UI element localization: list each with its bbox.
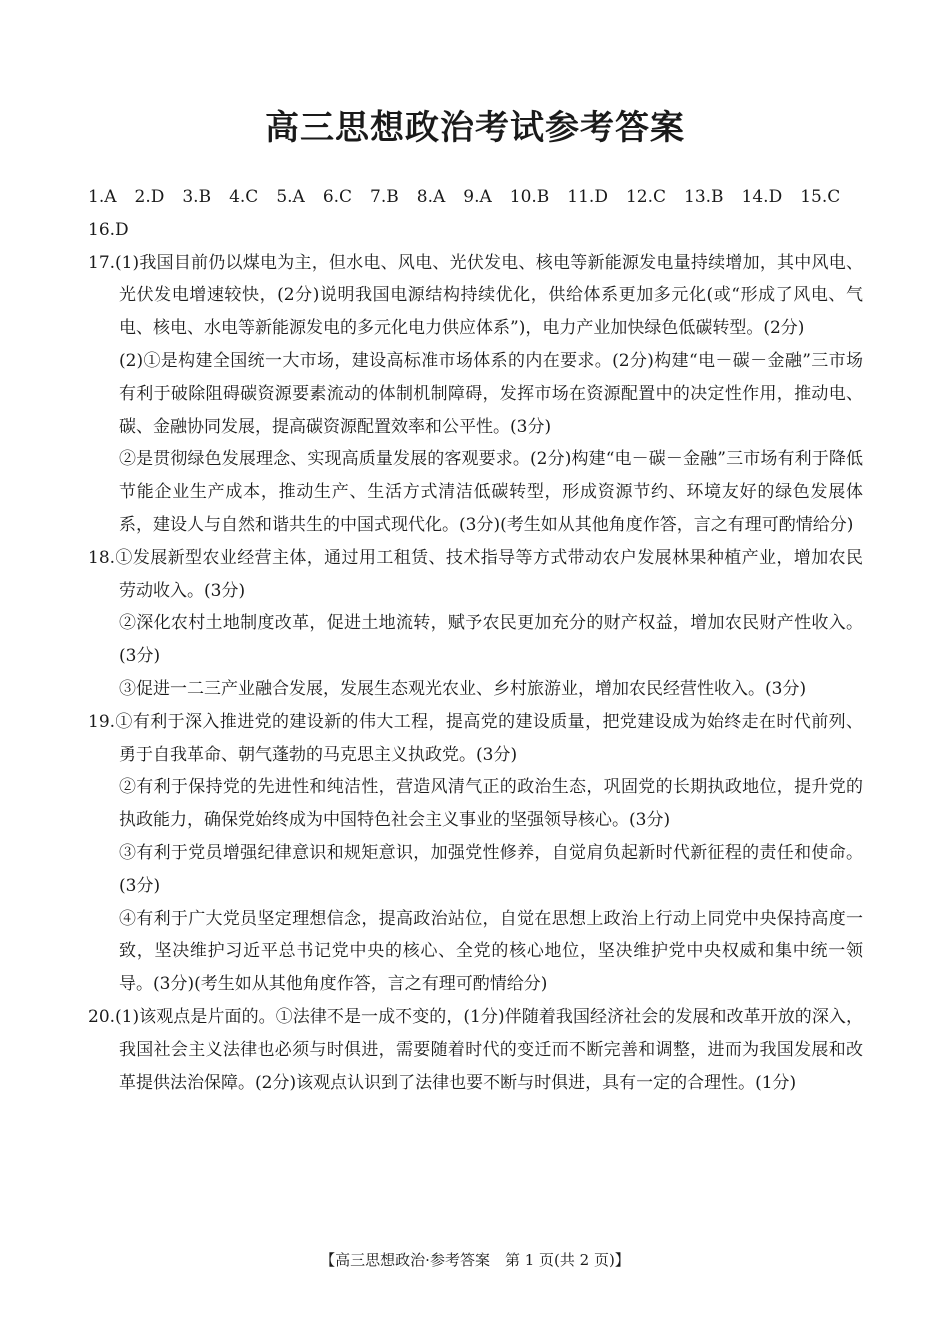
mc-answer: 3.B (182, 187, 212, 207)
q18-point3: ③促进一二三产业融合发展，发展生态观光农业、乡村旅游业，增加农民经营性收入。(3分) (119, 678, 807, 699)
mc-answer: 7.B (370, 187, 399, 207)
q18-point1: 18.①发展新型农业经营主体，通过用工租赁、技术指导等方式带动农户发展林果种植产业，增加农民劳动收入。(3分) (88, 547, 863, 601)
mc-answer: 16.D (88, 219, 129, 240)
mc-answer: 8.A (416, 187, 446, 207)
mc-answer: 4.C (229, 187, 259, 207)
mc-answer: 12.C (625, 187, 667, 207)
mc-answers (88, 181, 863, 247)
page-title: 高三思想政治考试参考答案 (265, 108, 685, 148)
mc-answer: 5.A (276, 187, 305, 207)
mc-answer: 13.B (684, 187, 724, 207)
mc-answer: 14.D (741, 187, 783, 207)
mc-answer: 15.C (800, 187, 841, 207)
mc-answer: 9.A (463, 187, 492, 207)
answer-body (88, 181, 863, 1099)
q17-part2: (2)①是构建全国统一大市场，建设高标准市场体系的内在要求。(2分)构建“电－碳－金融”三市场有利于破除阻碍碳资源要素流动的体制机制障碍，发挥市场在资源配置中的决定性作用，推动电、碳、金融协同发展，提高碳资源配置效率和公平性。(3分) (119, 350, 863, 437)
mc-answer: 11.D (567, 187, 608, 207)
q19-point2: ②有利于保持党的先进性和纯洁性，营造风清气正的政治生态，巩固党的长期执政地位，提升党的执政能力，确保党始终成为中国特色社会主义事业的坚强领导核心。(3分) (119, 777, 863, 831)
q17-part1: 17.(1)我国目前仍以煤电为主，但水电、风电、光伏发电、核电等新能源发电量持续增加，其中风电、光伏发电增速较快，(2分)说明我国电源结构持续优化，供给体系更加多元化(或“形成了风电、气电、核电、水电等新能源发电的多元化电力供应体系”)，电力产业加快绿色低碳转型。(2分) (88, 252, 863, 339)
mc-answer: 2.D (134, 187, 165, 207)
mc-answer: 1.A (88, 187, 117, 207)
q20-part1: 20.(1)该观点是片面的。①法律不是一成不变的，(1分)伴随着我国经济社会的发展和改革开放的深入，我国社会主义法律也必须与时俱进，需要随着时代的变迁而不断完善和调整，进而为我国发展和改革提供法治保障。(2分)该观点认识到了法律也要不断与时俱进，具有一定的合理性。(1分) (88, 1006, 863, 1093)
q18-point2: ②深化农村土地制度改革，促进土地流转，赋予农民更加充分的财产权益，增加农民财产性收入。(3分) (119, 613, 863, 667)
q19-point3: ③有利于党员增强纪律意识和规矩意识，加强党性修养，自觉肩负起新时代新征程的责任和使命。(3分) (119, 842, 863, 896)
q17-part3: ②是贯彻绿色发展理念、实现高质量发展的客观要求。(2分)构建“电－碳－金融”三市场有利于降低节能企业生产成本，推动生产、生活方式清洁低碳转型，形成资源节约、环境友好的绿色发展体系，建设人与自然和谐共生的中国式现代化。(3分)(考生如从其他角度作答，言之有理可酌情给分) (119, 449, 863, 535)
q19-point1: 19.①有利于深入推进党的建设新的伟大工程，提高党的建设质量，把党建设成为始终走在时代前列、勇于自我革命、朝气蓬勃的马克思主义执政党。(3分) (88, 711, 863, 765)
mc-answer: 6.C (322, 187, 353, 207)
page-footer: 【高三思想政治·参考答案 第 1 页(共 2 页)】 (320, 1251, 630, 1269)
mc-answer: 10.B (509, 187, 550, 207)
q19-point4: ④有利于广大党员坚定理想信念，提高政治站位，自觉在思想上政治上行动上同党中央保持高度一致，坚决维护习近平总书记党中央的核心、全党的核心地位，坚决维护党中央权威和集中统一领导。(3分)(考生如从其他角度作答，言之有理可酌情给分) (119, 908, 863, 995)
